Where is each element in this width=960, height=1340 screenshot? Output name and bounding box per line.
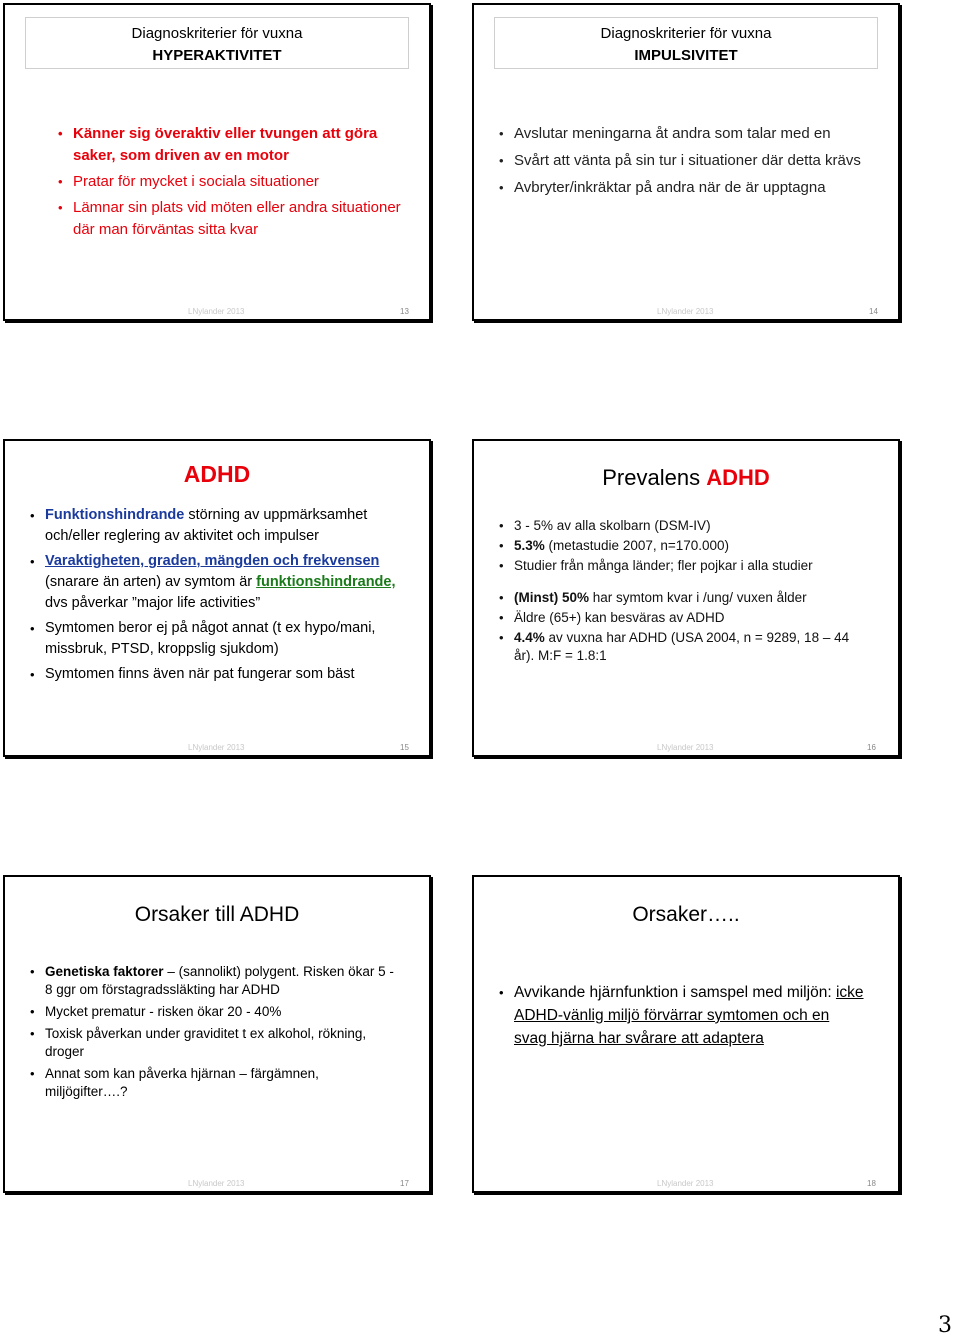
- slide-13: [3, 3, 431, 321]
- slide-title-line2: HYPERAKTIVITET: [152, 47, 282, 64]
- slide-15: [3, 439, 431, 757]
- slide-14: [472, 3, 900, 321]
- list-item: [27, 963, 395, 999]
- footer-author: LNylander 2013: [657, 1179, 714, 1188]
- bullet-list: [55, 123, 415, 241]
- page-number: 3: [938, 1313, 952, 1338]
- emphasis-text: funktionshindrande,: [256, 574, 396, 590]
- list-item-text: har symtom kvar i /ung/ vuxen ålder: [589, 590, 807, 605]
- list-item: [496, 629, 868, 665]
- list-item-text: (snarare än arten) av symtom är: [45, 574, 257, 590]
- list-item: • Studier från många länder; fler pojkar i alla studier: [496, 557, 868, 575]
- list-item: [27, 551, 417, 614]
- underlined-text: icke ADHD-vänlig miljö förvärrar symtomen och en svag hjärna har svårare att adaptera: [514, 984, 864, 1047]
- list-item: • Annat som kan påverka hjärnan – färgämnen, miljögifter….?: [27, 1065, 395, 1101]
- footer-author: LNylander 2013: [188, 743, 245, 752]
- list-item-text: Avvikande hjärnfunktion i samspel med miljön:: [514, 984, 836, 1001]
- list-item-text: – (sannolikt) polygent. Risken ökar 5 - 8 ggr om förstagradssläkting har ADHD: [45, 964, 394, 997]
- slide-title: [474, 465, 898, 491]
- list-item: [27, 505, 417, 547]
- slide-title-box: [25, 17, 409, 69]
- slide-number: 18: [867, 1179, 876, 1188]
- list-item-text: störning av uppmärksamhet och/eller reglering av aktivitet och impulser: [45, 507, 368, 544]
- list-item: • Äldre (65+) kan besväras av ADHD: [496, 609, 868, 627]
- bullet-list: [496, 981, 866, 1050]
- bullet-list: [496, 517, 868, 665]
- footer-author: LNylander 2013: [188, 307, 245, 316]
- list-item: • Lämnar sin plats vid möten eller andra situationer där man förväntas sitta kvar: [55, 197, 415, 241]
- list-item: • Symtomen beror ej på något annat (t ex hypo/mani, missbruk, PTSD, kroppslig sjukdom): [27, 618, 417, 660]
- bullet-list: [27, 963, 395, 1101]
- slide-17: [3, 875, 431, 1193]
- slide-title-text: Prevalens: [602, 465, 707, 490]
- slide-title: ADHD: [183, 461, 251, 487]
- slide-title-line1: Diagnoskriterier för vuxna: [600, 25, 772, 42]
- list-item: • Symtomen finns även när pat fungerar som bäst: [27, 664, 417, 685]
- emphasis-text: Funktionshindrande: [45, 507, 185, 523]
- list-item: [496, 981, 866, 1050]
- slide-number: 14: [869, 307, 878, 316]
- slide-title-line2: IMPULSIVITET: [634, 47, 738, 64]
- footer-author: LNylander 2013: [657, 743, 714, 752]
- slide-number: 13: [400, 307, 409, 316]
- slide-18: [472, 875, 900, 1193]
- list-item: • Avbryter/inkräktar på andra när de är upptagna: [496, 177, 868, 199]
- list-item: • Avslutar meningarna åt andra som talar med en: [496, 123, 868, 145]
- footer-author: LNylander 2013: [188, 1179, 245, 1188]
- emphasis-text: Genetiska faktorer: [45, 964, 164, 979]
- list-item-text: av vuxna har ADHD (USA 2004, n = 9289, 18 – 44 år). M:F = 1.8:1: [514, 630, 850, 663]
- slide-number: 16: [867, 743, 876, 752]
- emphasis-text: 4.4%: [514, 630, 545, 645]
- slide-title: Orsaker…..: [632, 903, 740, 926]
- list-item: • Pratar för mycket i sociala situationer: [55, 171, 415, 193]
- slide-title-line1: Diagnoskriterier för vuxna: [131, 25, 303, 42]
- footer-author: LNylander 2013: [657, 307, 714, 316]
- list-item: [496, 537, 868, 555]
- emphasis-text: 5.3%: [514, 538, 545, 553]
- slide-title-box: [494, 17, 878, 69]
- emphasis-text: (Minst) 50%: [514, 590, 590, 605]
- list-item-text: (metastudie 2007, n=170.000): [544, 538, 730, 553]
- slide-number: 15: [400, 743, 409, 752]
- slide-title-emphasis: ADHD: [706, 465, 770, 490]
- list-item: • Svårt att vänta på sin tur i situationer där detta krävs: [496, 150, 868, 172]
- list-item: • Mycket prematur - risken ökar 20 - 40%: [27, 1003, 395, 1021]
- bullet-list: [27, 505, 417, 685]
- list-item: • 3 - 5% av alla skolbarn (DSM-IV): [496, 517, 868, 535]
- list-item: • Känner sig överaktiv eller tvungen att göra saker, som driven av en motor: [55, 123, 415, 167]
- list-item: [496, 589, 868, 607]
- slide-title: Orsaker till ADHD: [134, 903, 300, 926]
- list-item-text: dvs påverkar ”major life activities”: [45, 595, 261, 611]
- slide-16: [472, 439, 900, 757]
- bullet-list: [496, 123, 868, 199]
- list-item: • Toxisk påverkan under graviditet t ex alkohol, rökning, droger: [27, 1025, 395, 1061]
- emphasis-text: Varaktigheten, graden, mängden och frekvensen: [45, 553, 380, 569]
- slide-number: 17: [400, 1179, 409, 1188]
